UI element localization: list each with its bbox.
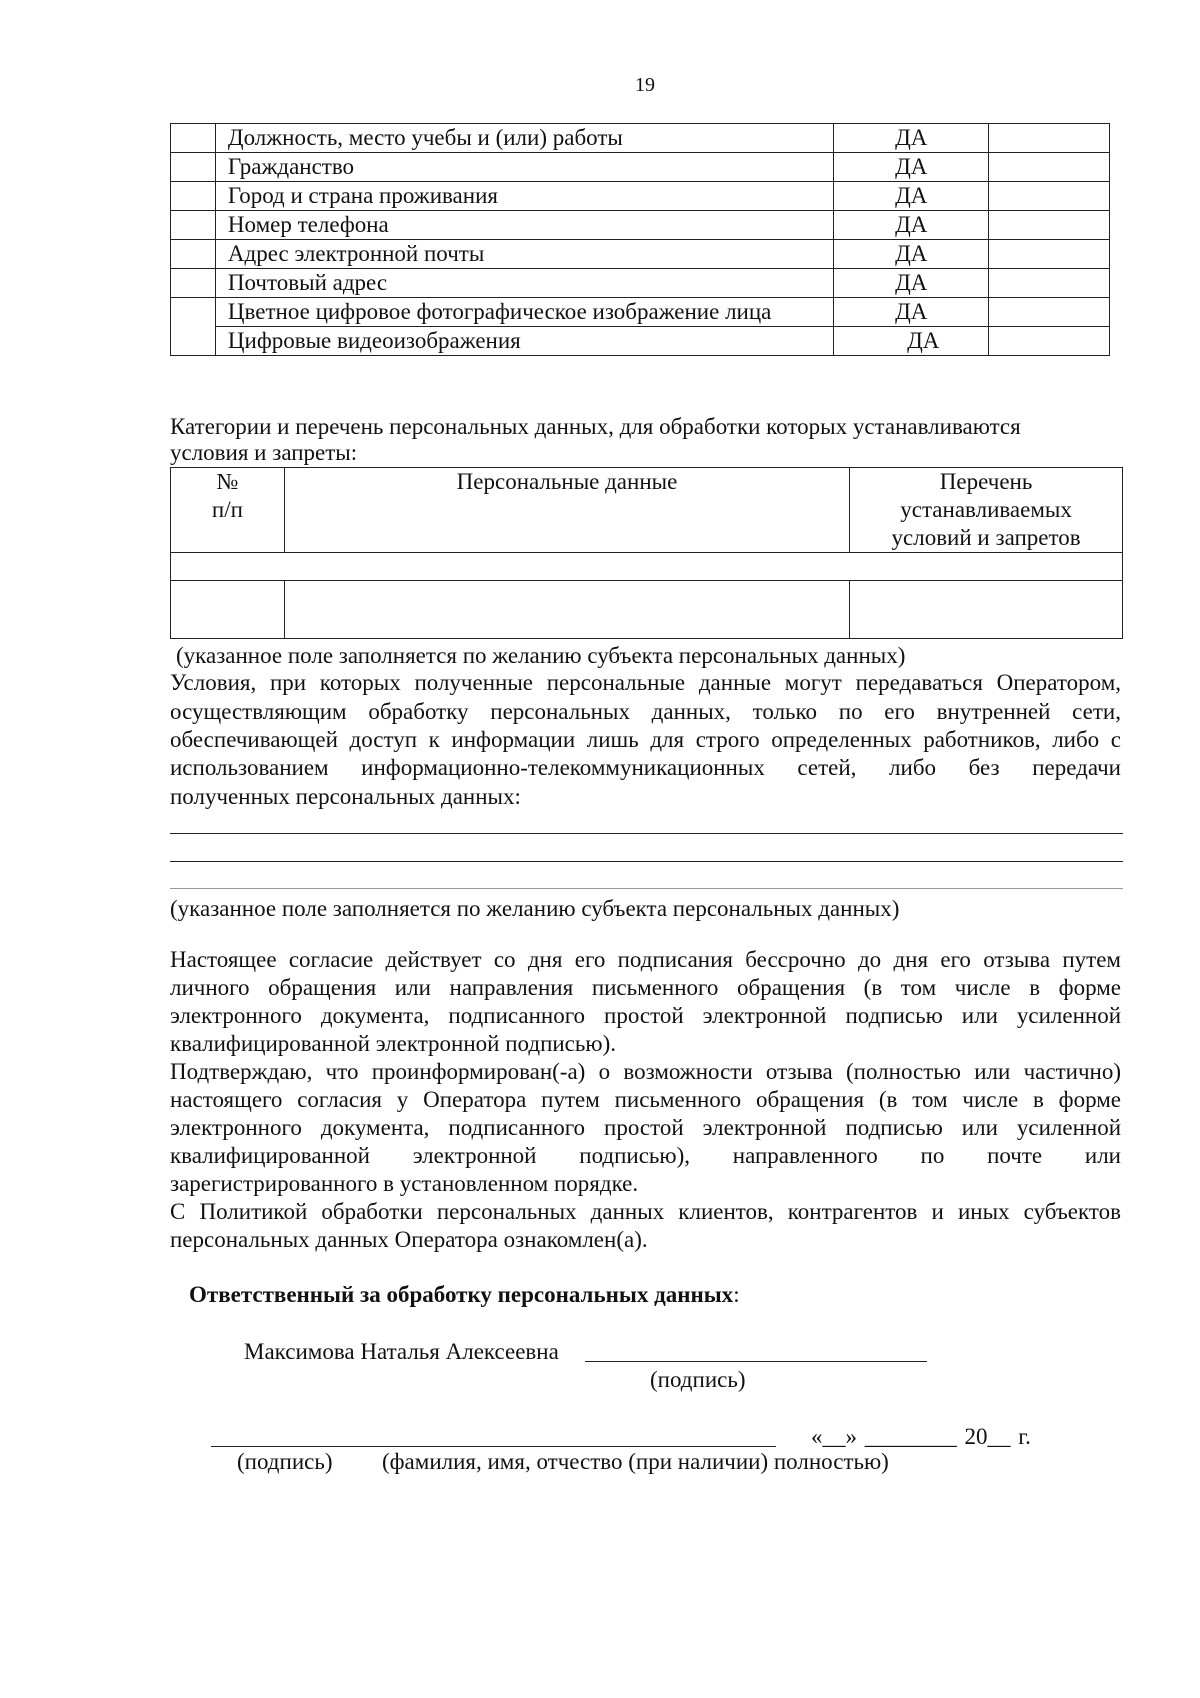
row-label: Город и страна проживания xyxy=(215,182,833,211)
table-row-empty xyxy=(171,581,1123,639)
row-value: ДА xyxy=(834,327,989,356)
header-conditions-line: условий и запретов xyxy=(891,525,1081,550)
header-number-line: п/п xyxy=(211,497,243,522)
table-row xyxy=(171,298,1110,327)
table-row xyxy=(171,240,1110,269)
fill-in-line[interactable] xyxy=(170,888,1123,889)
subject-signature-line[interactable] xyxy=(211,1446,776,1447)
fill-in-line[interactable] xyxy=(170,861,1123,862)
fill-in-line[interactable] xyxy=(170,833,1123,834)
header-conditions-line: Перечень xyxy=(939,469,1033,494)
consent-line: Настоящее согласие действует со дня его подписания бессрочно до дня его отзыва путем xyxy=(170,947,1121,972)
subject-name-caption: (фамилия, имя, отчество (при наличии) полностью) xyxy=(382,1449,889,1474)
header-conditions xyxy=(850,468,1123,553)
empty-cell[interactable] xyxy=(171,553,1123,581)
row-value: ДА xyxy=(834,298,989,327)
table-row-empty xyxy=(171,553,1123,581)
date-field[interactable]: «__» ________ 20__ г. xyxy=(811,1424,1031,1449)
responsible-heading-text: Ответственный за обработку персональных данных xyxy=(189,1282,734,1307)
conditions-line: использованием информационно-телекоммуникационных сетей, либо без передачи xyxy=(170,755,1121,780)
optional-field-note: (указанное поле заполняется по желанию субъекта персональных данных) xyxy=(176,643,906,668)
row-label: Цветное цифровое фотографическое изображение лица xyxy=(215,298,833,327)
conditions-line: Условия, при которых полученные персональные данные могут передаваться Оператором, xyxy=(170,670,1121,695)
row-value: ДА xyxy=(834,182,989,211)
responsible-heading xyxy=(189,1281,740,1309)
row-label: Почтовый адрес xyxy=(215,269,833,298)
row-value: ДА xyxy=(834,211,989,240)
responsible-heading-colon: : xyxy=(733,1282,740,1307)
policy-line: С Политикой обработки персональных данных клиентов, контрагентов и иных субъектов xyxy=(170,1199,1121,1224)
header-personal-data: Персональные данные xyxy=(284,468,849,553)
table-row xyxy=(171,269,1110,298)
confirm-line: зарегистрированного в установленном порядке. xyxy=(170,1171,639,1196)
optional-field-note: (указанное поле заполняется по желанию субъекта персональных данных) xyxy=(170,896,900,921)
confirm-line: настоящего согласия у Оператора путем письменного обращения (в том числе в форме xyxy=(170,1087,1121,1112)
categories-intro-line: Категории и перечень персональных данных, для обработки которых устанавливаются xyxy=(170,414,1021,439)
categories-intro-line: условия и запреты: xyxy=(170,440,358,465)
table-row xyxy=(171,182,1110,211)
consent-line: личного обращения или направления письменного обращения (в том числе в форме xyxy=(170,975,1121,1000)
table-row xyxy=(171,211,1110,240)
restrictions-table xyxy=(170,467,1123,639)
responsible-signature-caption: (подпись) xyxy=(650,1367,746,1392)
consent-line: электронного документа, подписанного простой электронной подписью или усиленной xyxy=(170,1003,1121,1028)
table-header-row xyxy=(171,468,1123,553)
row-value: ДА xyxy=(834,240,989,269)
confirm-line: квалифицированной электронной подписью), направленного по почте или xyxy=(170,1143,1121,1168)
conditions-line: обеспечивающей доступ к информации лишь для строго определенных работников, либо с xyxy=(170,727,1121,752)
confirm-line: Подтверждаю, что проинформирован(-а) о возможности отзыва (полностью или частично) xyxy=(170,1059,1121,1084)
page-number: 19 xyxy=(635,74,655,96)
row-value: ДА xyxy=(834,124,989,153)
policy-line: персональных данных Оператора ознакомлен(а). xyxy=(170,1227,648,1252)
row-label: Гражданство xyxy=(215,153,833,182)
conditions-line: осуществляющим обработку персональных данных, только по его внутренней сети, xyxy=(170,699,1121,724)
consent-line: квалифицированной электронной подписью). xyxy=(170,1031,616,1056)
row-label: Номер телефона xyxy=(215,211,833,240)
empty-cell[interactable] xyxy=(850,581,1123,639)
personal-data-table xyxy=(170,123,1110,356)
empty-cell[interactable] xyxy=(284,581,849,639)
table-row xyxy=(171,327,1110,356)
header-number xyxy=(171,468,285,553)
row-label: Должность, место учебы и (или) работы xyxy=(215,124,833,153)
conditions-line: полученных персональных данных: xyxy=(170,784,521,809)
subject-signature-caption: (подпись) xyxy=(237,1449,333,1474)
responsible-signature-line[interactable] xyxy=(585,1361,927,1362)
row-value: ДА xyxy=(834,153,989,182)
confirm-line: электронного документа, подписанного простой электронной подписью или усиленной xyxy=(170,1115,1121,1140)
row-label: Адрес электронной почты xyxy=(215,240,833,269)
row-value: ДА xyxy=(834,269,989,298)
row-label: Цифровые видеоизображения xyxy=(215,327,833,356)
header-number-line: № xyxy=(216,469,239,494)
header-conditions-line: устанавливаемых xyxy=(900,497,1072,522)
empty-cell[interactable] xyxy=(171,581,285,639)
table-row xyxy=(171,124,1110,153)
responsible-name: Максимова Наталья Алексеевна xyxy=(244,1339,559,1364)
table-row xyxy=(171,153,1110,182)
